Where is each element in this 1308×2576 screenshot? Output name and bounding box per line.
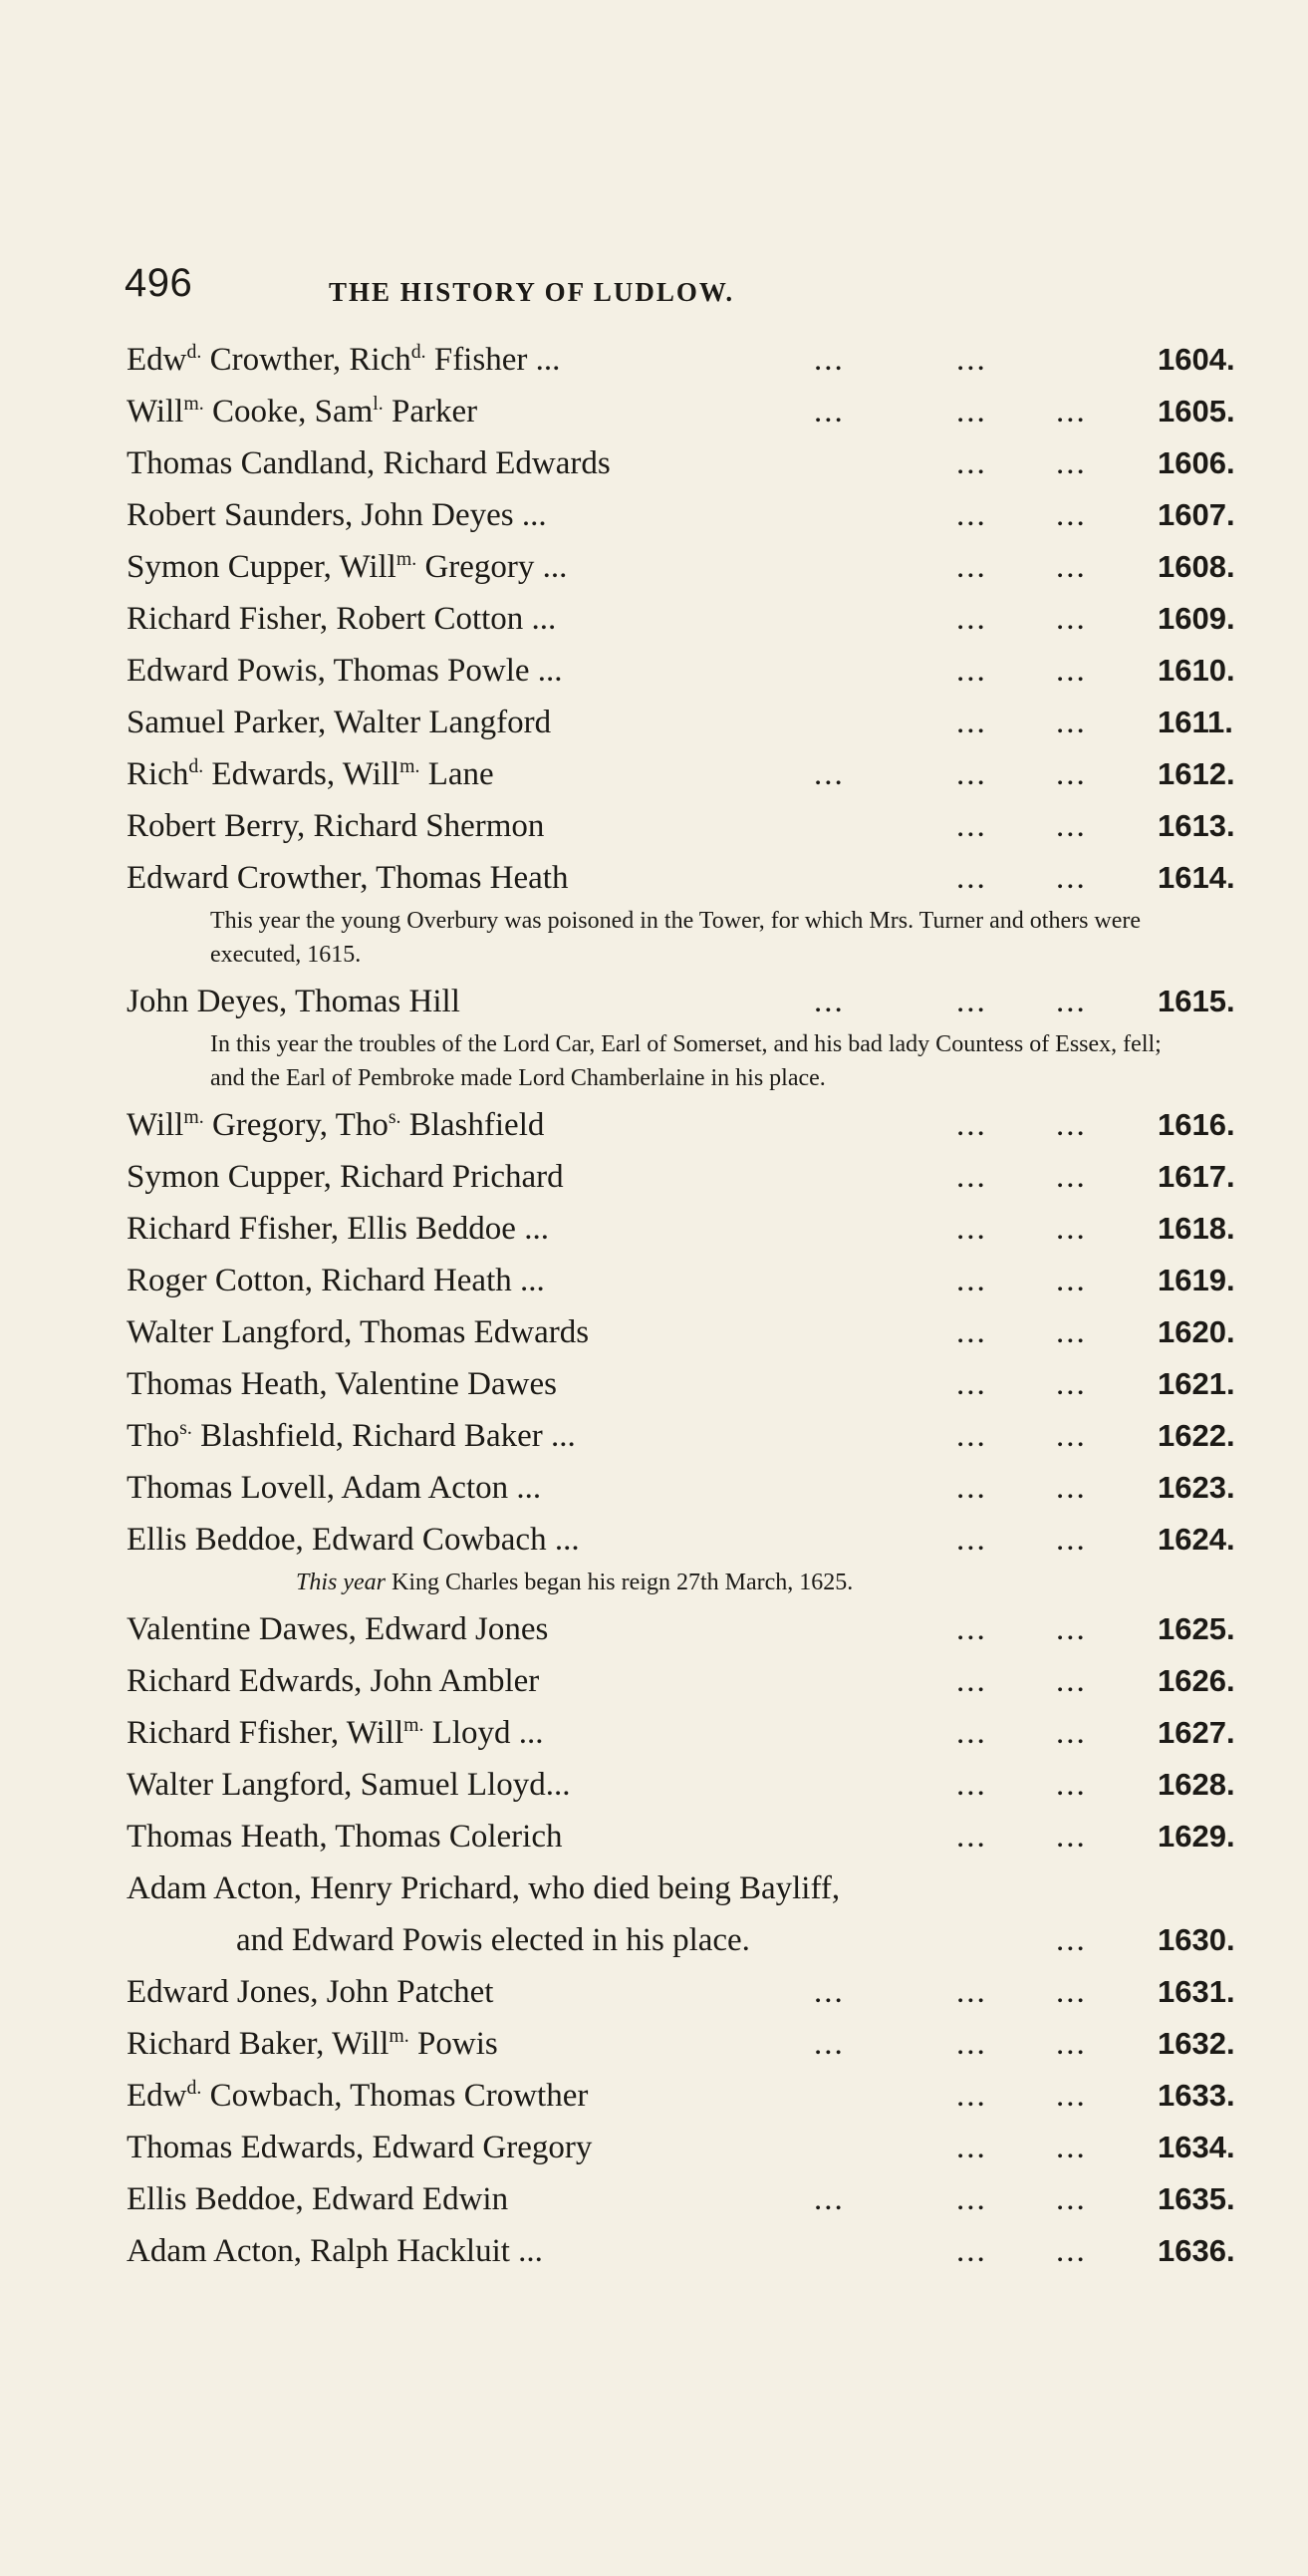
- entries-group-d: [127, 1966, 1235, 2277]
- name-text: Richard Ffisher, Will: [127, 1715, 404, 1751]
- entry-year: 1626.: [1158, 1663, 1235, 1698]
- leader-dots: ...: [956, 601, 987, 637]
- name-text: Thomas Heath, Valentine Dawes: [127, 1366, 557, 1402]
- leader-dots: ...: [956, 653, 987, 689]
- entry-row: [127, 2225, 1235, 2277]
- entry-names: [127, 1410, 576, 1462]
- page-number: 496: [125, 261, 193, 305]
- entry-names: [127, 386, 477, 437]
- leader-dots: ...: [956, 2181, 987, 2217]
- name-text: Cowbach, Thomas Crowther: [201, 2078, 589, 2114]
- entry-year: 1636.: [1158, 2233, 1235, 2268]
- leader-dots: ...: [814, 984, 845, 1019]
- leader-dots: ...: [814, 2026, 845, 2062]
- bailiffs-list: [127, 334, 1235, 2277]
- entry-row: [127, 1358, 1235, 1410]
- abbrev-superscript: m.: [183, 1106, 204, 1128]
- entry-names: [127, 1966, 493, 2018]
- entry-row-1630-line2: [127, 1914, 1235, 1966]
- entry-names: [127, 1255, 545, 1306]
- entry-row: [127, 1966, 1235, 2018]
- leader-dots: ...: [956, 1263, 987, 1298]
- leader-dots: ...: [1056, 2078, 1087, 2114]
- leader-dots: ...: [956, 1715, 987, 1751]
- entry-row: [127, 1655, 1235, 1707]
- entry-row: [127, 437, 1235, 489]
- leader-dots: ...: [1056, 1211, 1087, 1247]
- entry-names: [127, 1655, 539, 1707]
- abbrev-superscript: m.: [389, 2025, 409, 2047]
- leader-dots: ...: [1056, 497, 1087, 533]
- note-1615: In this year the troubles of the Lord Car, Earl of Somerset, and his bad lady Countess of Essex, fell; and the Earl of Pembroke made Lord Chamberlaine in his place.: [210, 1031, 1162, 1091]
- entry-names: [127, 2225, 543, 2277]
- leader-dots: ...: [956, 1211, 987, 1247]
- leader-dots: ...: [1056, 1159, 1087, 1195]
- entry-names: [127, 645, 563, 697]
- entries-group-c: [127, 1603, 1235, 1862]
- leader-dots: ...: [814, 394, 845, 429]
- entry-year: 1614.: [1158, 860, 1235, 895]
- entry-names: [127, 2070, 588, 2122]
- leader-dots: ...: [814, 1974, 845, 2010]
- entry-names: [127, 1462, 541, 1514]
- entry-year: 1632.: [1158, 2026, 1235, 2061]
- entry-names: [127, 437, 611, 489]
- entry-row: [127, 748, 1235, 800]
- entry-year: 1620.: [1158, 1314, 1235, 1349]
- abbrev-superscript: s.: [179, 1417, 192, 1439]
- leader-dots: ...: [1056, 984, 1087, 1019]
- name-text: Will: [127, 394, 184, 429]
- entry-year: 1612.: [1158, 756, 1235, 791]
- name-text: Ellis Beddoe, Edward Cowbach ...: [127, 1522, 580, 1558]
- entry-row: [127, 1462, 1235, 1514]
- entry-year: 1633.: [1158, 2078, 1235, 2113]
- entry-row-1630-line1: [127, 1862, 1190, 1914]
- abbrev-superscript: m.: [399, 755, 420, 777]
- entry-row: [127, 852, 1235, 904]
- entry-row: [127, 976, 1235, 1027]
- entry-names: [127, 1603, 548, 1655]
- name-text: Edward Crowther, Thomas Heath: [127, 860, 569, 896]
- leader-dots: ...: [1056, 394, 1087, 429]
- leader-dots: ...: [956, 984, 987, 1019]
- leader-dots: ...: [1056, 2181, 1087, 2217]
- name-text: Edward Jones, John Patchet: [127, 1974, 494, 2010]
- entry-names: [127, 1358, 557, 1410]
- name-text: Richard Fisher, Robert Cotton ...: [127, 601, 557, 637]
- entry-row: [127, 2173, 1235, 2225]
- entry-year: 1616.: [1158, 1107, 1235, 1142]
- leader-dots: ...: [1056, 445, 1087, 481]
- entry-row: [127, 697, 1233, 748]
- leader-dots: ...: [1056, 1522, 1087, 1558]
- name-text: Cooke, Sam: [203, 394, 374, 429]
- name-text: Robert Berry, Richard Shermon: [127, 808, 545, 844]
- entry-row: [127, 1255, 1235, 1306]
- abbrev-superscript: d.: [186, 2077, 202, 2099]
- name-text: Parker: [383, 394, 478, 429]
- name-text: Lloyd ...: [423, 1715, 544, 1751]
- entry-names: [127, 697, 551, 748]
- leader-dots: ...: [956, 2233, 987, 2269]
- leader-dots: ...: [1056, 1107, 1087, 1143]
- entry-names: [127, 1514, 580, 1566]
- leader-dots: ...: [956, 2026, 987, 2062]
- leader-dots: ...: [956, 1819, 987, 1855]
- abbrev-superscript: l.: [373, 393, 384, 415]
- leader-dots: ...: [1056, 601, 1087, 637]
- name-text: Blashfield: [400, 1107, 545, 1143]
- entry-names: [127, 1203, 549, 1255]
- entry-names: [127, 334, 560, 386]
- name-text: Richard Edwards, John Ambler: [127, 1663, 540, 1699]
- name-text: Ffisher ...: [425, 342, 561, 378]
- name-text: Richard Ffisher, Ellis Beddoe ...: [127, 1211, 549, 1247]
- name-text: Thomas Heath, Thomas Colerich: [127, 1819, 563, 1855]
- leader-dots: ...: [956, 1366, 987, 1402]
- entry-names: [127, 800, 544, 852]
- entry-year: 1629.: [1158, 1819, 1235, 1854]
- note-1625-italic: This year: [296, 1570, 386, 1595]
- leader-dots: ...: [956, 1159, 987, 1195]
- leader-dots: ...: [1056, 2233, 1087, 2269]
- entry-year: 1610.: [1158, 653, 1235, 688]
- leader-dots: ...: [1056, 1819, 1087, 1855]
- entries-group-a: [127, 334, 1235, 904]
- entry-row: [127, 593, 1235, 645]
- name-text: Roger Cotton, Richard Heath ...: [127, 1263, 545, 1298]
- entry-names: [127, 1811, 562, 1862]
- name-text: Edwards, Will: [203, 756, 400, 792]
- entry-row: [127, 489, 1235, 541]
- entry-names: [127, 1759, 570, 1811]
- entry-names: [127, 852, 568, 904]
- entry-row: [127, 1759, 1235, 1811]
- name-text: Lane: [419, 756, 494, 792]
- entry-year: 1619.: [1158, 1263, 1235, 1297]
- name-text: Edward Powis, Thomas Powle ...: [127, 653, 563, 689]
- name-text: Walter Langford, Samuel Lloyd...: [127, 1767, 571, 1803]
- name-text: Ellis Beddoe, Edward Edwin: [127, 2181, 509, 2217]
- abbrev-superscript: m.: [395, 548, 417, 570]
- entry-year: 1630.: [1158, 1922, 1235, 1957]
- entry-names: [127, 1306, 589, 1358]
- name-text: Thomas Candland, Richard Edwards: [127, 445, 611, 481]
- entry-year: 1621.: [1158, 1366, 1235, 1401]
- leader-dots: ...: [956, 394, 987, 429]
- leader-dots: ...: [956, 756, 987, 792]
- leader-dots: ...: [956, 2078, 987, 2114]
- entry-names: [127, 1099, 544, 1151]
- abbrev-superscript: d.: [186, 341, 202, 363]
- name-text: Edw: [127, 2078, 187, 2114]
- note-1625-text: King Charles began his reign 27th March, 1625.: [386, 1570, 854, 1595]
- note-1625: [296, 1566, 1190, 1603]
- leader-dots: ...: [956, 1418, 987, 1454]
- entry-row: [127, 1514, 1235, 1566]
- entry-names: and Edward Powis elected in his place.: [236, 1922, 750, 1958]
- name-text: Gregory, Tho: [203, 1107, 389, 1143]
- entry-year: 1622.: [1158, 1418, 1235, 1453]
- entry-row: [127, 2122, 1235, 2173]
- leader-dots: ...: [956, 1107, 987, 1143]
- leader-dots: ...: [1056, 1263, 1087, 1298]
- leader-dots: ...: [1056, 1366, 1087, 1402]
- entry-year: 1628.: [1158, 1767, 1235, 1802]
- leader-dots: ...: [1056, 2026, 1087, 2062]
- leader-dots: ...: [956, 1314, 987, 1350]
- abbrev-superscript: d.: [188, 755, 204, 777]
- leader-dots: ...: [1056, 1715, 1087, 1751]
- entry-row: [127, 1203, 1235, 1255]
- name-text: Tho: [127, 1418, 180, 1454]
- entry-row: [127, 1151, 1235, 1203]
- running-title: THE HISTORY OF LUDLOW.: [329, 277, 735, 307]
- entry-1615-group: [127, 976, 1235, 1027]
- entry-year: 1635.: [1158, 2181, 1235, 2216]
- leader-dots: ...: [1056, 1314, 1087, 1350]
- entry-year: 1611.: [1158, 705, 1233, 739]
- entry-year: 1604.: [1158, 342, 1235, 377]
- name-text: Thomas Lovell, Adam Acton ...: [127, 1470, 542, 1506]
- entry-names: [127, 489, 547, 541]
- name-text: Walter Langford, Thomas Edwards: [127, 1314, 590, 1350]
- entry-row: [127, 1306, 1235, 1358]
- entry-names: [127, 2122, 592, 2173]
- leader-dots: ...: [1056, 1767, 1087, 1803]
- entries-group-b: [127, 1099, 1235, 1566]
- leader-dots: ...: [956, 1522, 987, 1558]
- name-text: Symon Cupper, Richard Prichard: [127, 1159, 564, 1195]
- leader-dots: ...: [814, 2181, 845, 2217]
- name-text: John Deyes, Thomas Hill: [127, 984, 460, 1019]
- name-text: Adam Acton, Ralph Hackluit ...: [127, 2233, 543, 2269]
- entry-year: 1605.: [1158, 394, 1235, 429]
- entry-names: [127, 976, 460, 1027]
- leader-dots: ...: [1056, 860, 1087, 896]
- leader-dots: ...: [1056, 1418, 1087, 1454]
- entry-year: 1618.: [1158, 1211, 1235, 1246]
- entry-year: 1634.: [1158, 2130, 1235, 2164]
- entry-names: [127, 2018, 498, 2070]
- entry-year: 1617.: [1158, 1159, 1235, 1194]
- entry-row: [127, 645, 1235, 697]
- leader-dots: ...: [956, 808, 987, 844]
- abbrev-superscript: d.: [410, 341, 426, 363]
- entry-row: [127, 1811, 1235, 1862]
- leader-dots: ...: [956, 1974, 987, 2010]
- name-text: Crowther, Rich: [201, 342, 411, 378]
- leader-dots: ...: [1056, 1611, 1087, 1647]
- leader-dots: ...: [1056, 2130, 1087, 2165]
- leader-dots: ...: [1056, 1922, 1087, 1958]
- leader-dots: ...: [1056, 653, 1087, 689]
- name-text: Samuel Parker, Walter Langford: [127, 705, 552, 740]
- entry-row: [127, 334, 1235, 386]
- entry-year: 1627.: [1158, 1715, 1235, 1750]
- entry-row: [127, 1603, 1235, 1655]
- entry-row: [127, 541, 1235, 593]
- leader-dots: ...: [1056, 756, 1087, 792]
- entry-names: Adam Acton, Henry Prichard, who died being Bayliff,: [127, 1870, 841, 1906]
- leader-dots: ...: [956, 549, 987, 585]
- name-text: Edw: [127, 342, 187, 378]
- entry-year: 1609.: [1158, 601, 1235, 636]
- entry-year: 1608.: [1158, 549, 1235, 584]
- leader-dots: ...: [1056, 705, 1087, 740]
- entry-year: 1625.: [1158, 1611, 1235, 1646]
- leader-dots: ...: [814, 342, 845, 378]
- name-text: Blashfield, Richard Baker ...: [191, 1418, 576, 1454]
- name-text: Will: [127, 1107, 184, 1143]
- entry-year: 1623.: [1158, 1470, 1235, 1505]
- page-header: [125, 261, 1180, 321]
- leader-dots: ...: [956, 497, 987, 533]
- leader-dots: ...: [956, 1470, 987, 1506]
- entry-row: [127, 1410, 1235, 1462]
- leader-dots: ...: [814, 756, 845, 792]
- entry-row: [127, 800, 1235, 852]
- name-text: Gregory ...: [416, 549, 568, 585]
- leader-dots: ...: [956, 342, 987, 378]
- abbrev-superscript: s.: [388, 1106, 401, 1128]
- leader-dots: ...: [1056, 1663, 1087, 1699]
- entry-row: [127, 386, 1235, 437]
- leader-dots: ...: [956, 705, 987, 740]
- abbrev-superscript: m.: [403, 1714, 424, 1736]
- entry-year: 1607.: [1158, 497, 1235, 532]
- entry-year: 1615.: [1158, 984, 1235, 1018]
- leader-dots: ...: [956, 1767, 987, 1803]
- leader-dots: ...: [956, 1663, 987, 1699]
- name-text: Symon Cupper, Will: [127, 549, 396, 585]
- leader-dots: ...: [1056, 1974, 1087, 2010]
- abbrev-superscript: m.: [183, 393, 204, 415]
- name-text: Thomas Edwards, Edward Gregory: [127, 2130, 593, 2165]
- entry-year: 1631.: [1158, 1974, 1235, 2009]
- leader-dots: ...: [1056, 1470, 1087, 1506]
- entry-row: [127, 1707, 1235, 1759]
- name-text: Rich: [127, 756, 189, 792]
- entry-row: [127, 1099, 1235, 1151]
- leader-dots: ...: [1056, 549, 1087, 585]
- name-text: Richard Baker, Will: [127, 2026, 390, 2062]
- entry-names: [127, 1151, 564, 1203]
- entry-names: [127, 748, 494, 800]
- name-text: Valentine Dawes, Edward Jones: [127, 1611, 549, 1647]
- name-text: Powis: [408, 2026, 498, 2062]
- entry-year: 1613.: [1158, 808, 1235, 843]
- leader-dots: ...: [956, 445, 987, 481]
- entry-year: 1624.: [1158, 1522, 1235, 1557]
- leader-dots: ...: [956, 1611, 987, 1647]
- entry-names: [127, 1707, 544, 1759]
- entry-names: [127, 2173, 508, 2225]
- name-text: Robert Saunders, John Deyes ...: [127, 497, 547, 533]
- leader-dots: ...: [1056, 808, 1087, 844]
- entry-year: 1606.: [1158, 445, 1235, 480]
- leader-dots: ...: [956, 2130, 987, 2165]
- entry-row: [127, 2018, 1235, 2070]
- entry-names: [127, 541, 567, 593]
- entry-row: [127, 2070, 1235, 2122]
- entry-names: [127, 593, 556, 645]
- note-1614: This year the young Overbury was poisoned in the Tower, for which Mrs. Turner and others were executed, 1615.: [210, 908, 1142, 968]
- leader-dots: ...: [956, 860, 987, 896]
